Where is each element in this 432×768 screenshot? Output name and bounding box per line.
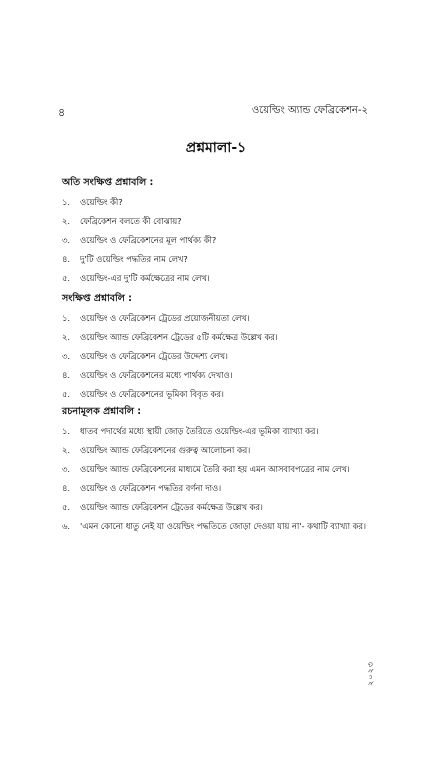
question-number: ৫. xyxy=(62,273,71,283)
question-number: ৪. xyxy=(62,370,71,380)
question-item xyxy=(62,426,382,436)
question-number: ৫. xyxy=(62,502,71,512)
question-item xyxy=(62,273,382,283)
question-item xyxy=(62,502,382,512)
question-text: ওয়েল্ডিং ও ফেব্রিকেশনের মধ্যে পার্থক্য দেখাও। xyxy=(80,370,233,380)
section-heading: অতি সংক্ষিপ্ত প্রশ্নাবলি : xyxy=(62,177,154,188)
question-item xyxy=(62,445,382,455)
question-list xyxy=(62,313,382,399)
question-text: ওয়েল্ডিং-এর দু'টি কর্মক্ষেত্রের নাম লেখ। xyxy=(80,273,210,283)
question-item xyxy=(62,483,382,493)
question-number: ২. xyxy=(62,332,71,342)
question-text: ওয়েল্ডিং ও ফেব্রিকেশনের ভূমিকা বিবৃত কর। xyxy=(80,389,224,399)
question-item xyxy=(62,197,382,207)
question-item xyxy=(62,370,382,380)
question-item xyxy=(62,464,382,474)
question-item xyxy=(62,351,382,361)
question-text: ওয়েল্ডিং অ্যান্ড ফেব্রিকেশন ট্রেডের ৫টি কর্মক্ষেত্র উল্লেখ কর। xyxy=(80,332,278,342)
question-text: ওয়েল্ডিং কী? xyxy=(80,197,123,207)
question-item xyxy=(62,254,382,264)
question-text: ওয়েল্ডিং অ্যান্ড ফেব্রিকেশন ট্রেডের কর্মক্ষেত্র উল্লেখ কর। xyxy=(80,502,263,512)
question-number: ২. xyxy=(62,216,71,226)
page-title: প্রশ্নমালা-১ xyxy=(185,140,247,156)
question-number: ৩. xyxy=(62,464,71,474)
question-text: ওয়েল্ডিং ও ফেব্রিকেশন ট্রেডের প্রয়োজনীয়তা লেখ। xyxy=(80,313,250,323)
question-number: ১. xyxy=(62,197,71,207)
section-heading: সংক্ষিপ্ত প্রশ্নাবলি : xyxy=(62,293,132,304)
question-text: 'এমন কোনো ধাতু নেই যা ওয়েল্ডিং পদ্ধতিতে জোড়া দেওয়া যায় না'- কথাটি ব্যাখ্যা কর। xyxy=(80,521,366,531)
section-heading: রচনামূলক প্রশ্নাবলি : xyxy=(62,406,142,417)
running-header: ওয়েল্ডিং অ্যান্ড ফেব্রিকেশন-২ xyxy=(251,105,368,116)
question-text: ফেব্রিকেশন বলতে কী বোঝায়? xyxy=(80,216,182,226)
question-number: ৩. xyxy=(62,235,71,245)
question-text: ধাতব পদার্থের মধ্যে স্থায়ী জোড় তৈরিতে ওয়েল্ডিং-এর ভূমিকা ব্যাখ্যা কর। xyxy=(80,426,319,436)
question-text: ওয়েল্ডিং ও ফেব্রিকেশন পদ্ধতির বর্ণনা দাও। xyxy=(80,483,222,493)
question-text: ওয়েল্ডিং অ্যান্ড ফেব্রিকেশনের মাধ্যমে তৈরি করা হয় এমন আসবাবপত্রের নাম লেখ। xyxy=(80,464,350,474)
page-number: ৪ xyxy=(58,106,66,119)
question-item xyxy=(62,389,382,399)
question-item xyxy=(62,521,382,531)
question-list xyxy=(62,426,382,531)
question-text: ওয়েল্ডিং অ্যান্ড ফেব্রিকেশনের গুরুত্ব আলোচনা কর। xyxy=(80,445,251,455)
question-number: ৬. xyxy=(62,521,71,531)
question-number: ১. xyxy=(62,426,71,436)
question-item xyxy=(62,235,382,245)
question-number: ৪. xyxy=(62,483,71,493)
short-questions-section xyxy=(62,292,382,408)
question-list xyxy=(62,197,382,283)
question-text: ওয়েল্ডিং ও ফেব্রিকেশন ট্রেডের উদ্দেশ্য লেখ। xyxy=(80,351,228,361)
side-year-mark: ২০২৩ xyxy=(366,661,375,686)
question-text: দু'টি ওয়েল্ডিং পদ্ধতির নাম লেখ? xyxy=(80,254,188,264)
question-item xyxy=(62,332,382,342)
question-item xyxy=(62,216,382,226)
question-number: ২. xyxy=(62,445,71,455)
question-number: ৫. xyxy=(62,389,71,399)
question-number: ৪. xyxy=(62,254,71,264)
question-number: ১. xyxy=(62,313,71,323)
descriptive-questions-section xyxy=(62,405,382,540)
very-short-questions-section xyxy=(62,176,382,292)
question-number: ৩. xyxy=(62,351,71,361)
question-item xyxy=(62,313,382,323)
question-text: ওয়েল্ডিং ও ফেব্রিকেশনের মূল পার্থক্য কী? xyxy=(80,235,217,245)
